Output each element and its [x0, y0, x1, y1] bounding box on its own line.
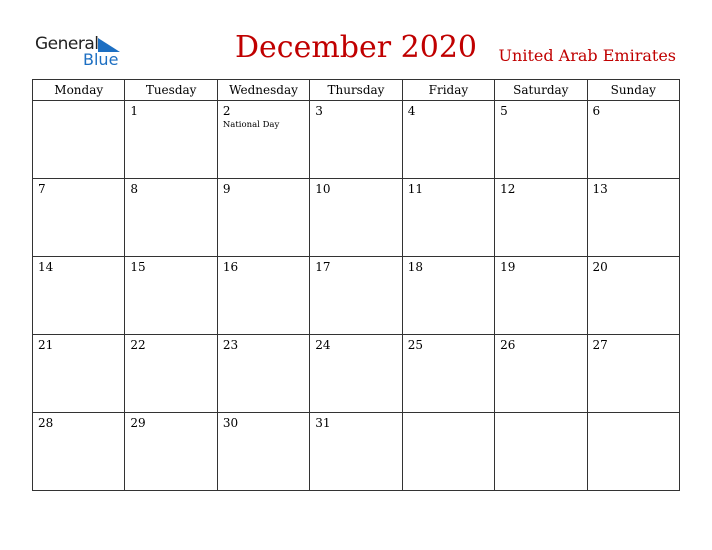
day-number: 7 [38, 182, 46, 196]
day-number: 29 [130, 416, 146, 430]
day-cell [33, 257, 125, 335]
day-cell [587, 179, 679, 257]
day-cell [495, 335, 587, 413]
day-cell [310, 179, 402, 257]
day-number: 10 [315, 182, 331, 196]
day-cell [33, 101, 125, 179]
day-cell [587, 335, 679, 413]
day-number [495, 413, 586, 416]
day-cell [125, 101, 217, 179]
week-row [33, 179, 680, 257]
day-number: 24 [315, 338, 331, 352]
day-number: 28 [38, 416, 54, 430]
day-number: 2 [222, 104, 231, 118]
day-cell-empty [402, 413, 494, 491]
week-row [33, 335, 680, 413]
day-cell [587, 101, 679, 179]
day-cell [402, 101, 494, 179]
weekday-friday: Friday [402, 80, 494, 101]
logo-text-blue: Blue [83, 50, 119, 69]
day-number: 17 [315, 260, 331, 274]
day-cell [310, 335, 402, 413]
day-number: 31 [315, 416, 331, 430]
day-number: 13 [592, 182, 608, 196]
day-number: 9 [222, 182, 231, 196]
day-cell-empty [587, 413, 679, 491]
weekday-thursday: Thursday [310, 80, 402, 101]
day-cell [495, 179, 587, 257]
day-cell [402, 179, 494, 257]
weekday-wednesday: Wednesday [217, 80, 309, 101]
day-number: 20 [592, 260, 608, 274]
day-cell [125, 257, 217, 335]
calendar-grid [32, 79, 680, 491]
day-cell [33, 179, 125, 257]
day-cell-empty [495, 413, 587, 491]
day-number: 19 [500, 260, 516, 274]
day-cell [217, 257, 309, 335]
day-cell [217, 413, 309, 491]
calendar-title: December 2020 [235, 30, 477, 65]
country-name: United Arab Emirates [498, 46, 676, 65]
day-number: 16 [222, 260, 239, 274]
holiday-label: National Day [222, 120, 280, 130]
day-number: 23 [222, 338, 239, 352]
weekday-monday: Monday [33, 80, 125, 101]
week-row [33, 101, 680, 179]
day-cell [125, 413, 217, 491]
weekday-header-row [33, 80, 680, 101]
day-cell [217, 179, 309, 257]
day-number: 12 [500, 182, 516, 196]
day-number: 18 [407, 260, 423, 274]
day-number [403, 413, 494, 416]
week-row [33, 413, 680, 491]
day-cell [33, 413, 125, 491]
day-cell [587, 257, 679, 335]
day-cell [217, 335, 309, 413]
weekday-tuesday: Tuesday [125, 80, 217, 101]
day-number: 11 [407, 182, 423, 196]
logo-text-general: General [35, 34, 99, 54]
day-cell [125, 335, 217, 413]
day-number: 27 [592, 338, 608, 352]
generalblue-logo [35, 34, 135, 68]
day-number [33, 101, 124, 104]
day-cell [125, 179, 217, 257]
day-number: 6 [592, 104, 601, 118]
day-number: 26 [500, 338, 516, 352]
day-number: 15 [130, 260, 146, 274]
day-cell [310, 413, 402, 491]
day-number: 8 [130, 182, 139, 196]
weekday-saturday: Saturday [495, 80, 587, 101]
day-cell [402, 335, 494, 413]
day-number: 1 [130, 104, 139, 118]
day-cell [495, 257, 587, 335]
day-number: 5 [500, 104, 508, 118]
day-number: 3 [315, 104, 323, 118]
day-number: 30 [222, 416, 239, 430]
day-cell [495, 101, 587, 179]
day-cell [402, 257, 494, 335]
day-number [588, 413, 679, 416]
day-cell [217, 101, 309, 179]
day-number: 22 [130, 338, 146, 352]
day-cell [310, 257, 402, 335]
day-cell [310, 101, 402, 179]
weekday-sunday: Sunday [587, 80, 679, 101]
week-row [33, 257, 680, 335]
day-number: 21 [38, 338, 54, 352]
day-number: 4 [407, 104, 416, 118]
day-number: 25 [407, 338, 423, 352]
day-number: 14 [38, 260, 54, 274]
day-cell [33, 335, 125, 413]
